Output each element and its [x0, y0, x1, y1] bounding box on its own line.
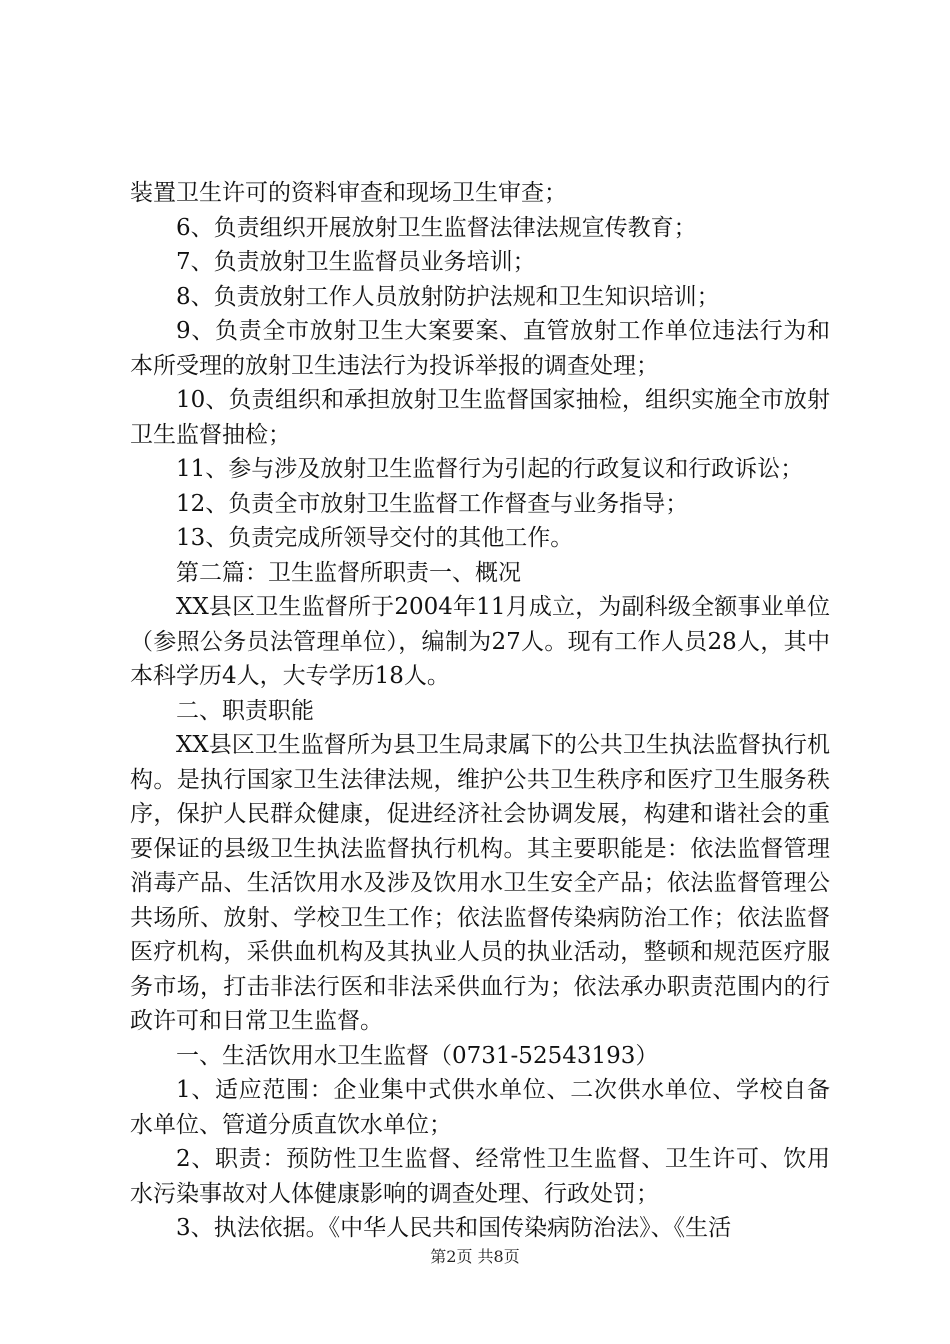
page-number-footer: 第2页 共8页	[430, 1247, 520, 1266]
section-heading-duties: 二、职责职能	[176, 697, 314, 724]
paragraph-item-13: 13、负责完成所领导交付的其他工作。	[176, 525, 574, 551]
section-heading-chapter-2: 第二篇：卫生监督所职责一、概况	[176, 559, 521, 586]
section-heading-water: 一、生活饮用水卫生监督（0731-52543193）	[176, 1042, 659, 1069]
paragraph-item-8: 8、负责放射工作人员放射防护法规和卫生知识培训；	[176, 283, 720, 310]
paragraph-item-11: 11、参与涉及放射卫生监督行为引起的行政复议和行政诉讼；	[176, 456, 804, 482]
paragraph-continuation: 装置卫生许可的资料审查和现场卫生审查；	[130, 180, 567, 206]
paragraph-item-7: 7、负责放射卫生监督员业务培训；	[176, 249, 536, 275]
paragraph-item-12: 12、负责全市放射卫生监督工作督查与业务指导；	[176, 490, 689, 517]
document-body	[130, 176, 830, 1246]
paragraph-duties: XX县区卫生监督所为县卫生局隶属下的公共卫生执法监督执行机构。是执行国家卫生法律法规，维护公共卫生秩序和医疗卫生服务秩序，保护人民群众健康，促进经济社会协调发展，构建和谐社会的重要保证的县级卫生执法监督执行机构。其主要职能是：依法监督管理消毒产品、生活饮用水及涉及饮用水卫生安全产品；依法监督管理公共场所、放射、学校卫生工作；依法监督传染病防治工作；依法监督医疗机构，采供血机构及其执业人员的执业活动，整顿和规范医疗服务市场，打击非法行医和非法采供血行为；依法承办职责范围内的行政许可和日常卫生监督。	[130, 732, 830, 1034]
paragraph-item-10: 10、负责组织和承担放射卫生监督国家抽检，组织实施全市放射卫生监督抽检；	[130, 387, 830, 448]
paragraph-overview: XX县区卫生监督所于2004年11月成立，为副科级全额事业单位（参照公务员法管理单位），编制为27人。现有工作人员28人，其中本科学历4人，大专学历18人。	[130, 594, 830, 689]
paragraph-item-6: 6、负责组织开展放射卫生监督法律法规宣传教育；	[176, 214, 697, 241]
paragraph-water-basis: 3、执法依据。《中华人民共和国传染病防治法》、《生活	[176, 1215, 732, 1241]
paragraph-water-scope: 1、适应范围：企业集中式供水单位、二次供水单位、学校自备水单位、管道分质直饮水单位；	[130, 1077, 830, 1138]
paragraph-item-9: 9、负责全市放射卫生大案要案、直管放射工作单位违法行为和本所受理的放射卫生违法行为投诉举报的调查处理；	[130, 318, 830, 379]
paragraph-water-duties: 2、职责：预防性卫生监督、经常性卫生监督、卫生许可、饮用水污染事故对人体健康影响的调查处理、行政处罚；	[130, 1146, 830, 1207]
